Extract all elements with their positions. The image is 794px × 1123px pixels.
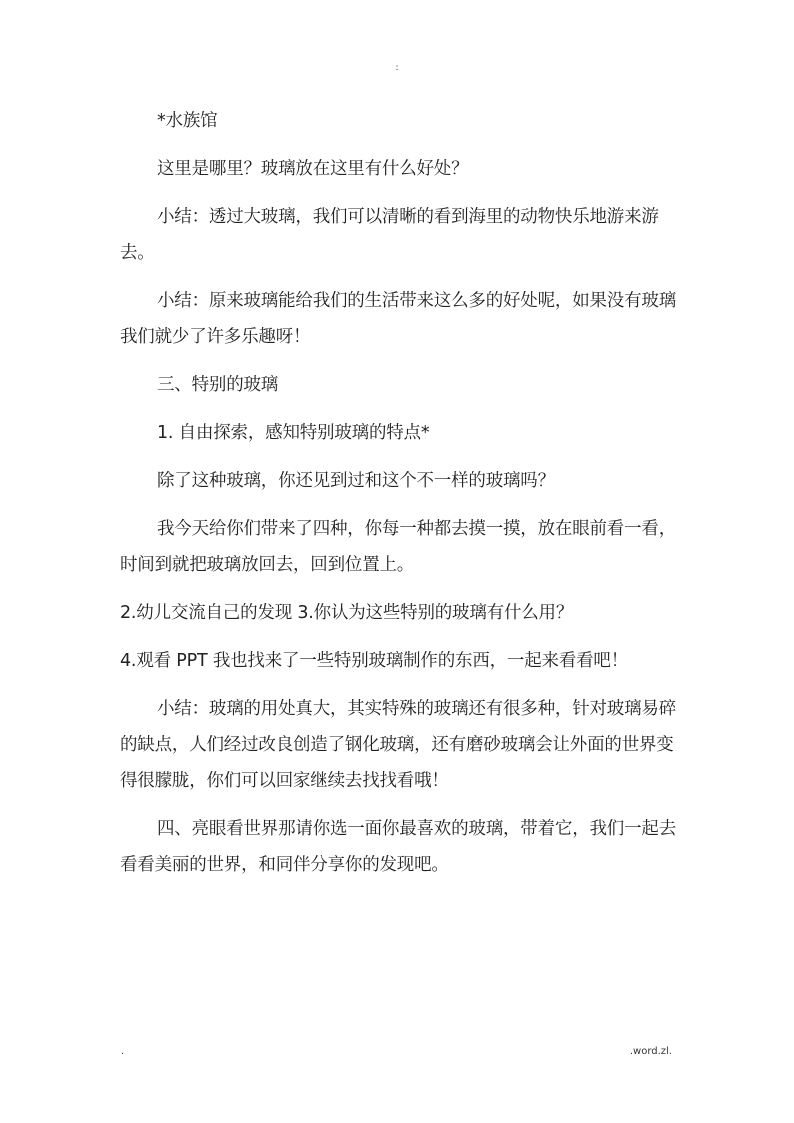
- paragraph-aquarium: *水族馆: [157, 111, 218, 131]
- section-heading-special-glass: 三、特别的玻璃: [157, 375, 279, 395]
- paragraph-step-explore: 1. 自由探索，感知特别玻璃的特点*: [157, 423, 430, 443]
- footer-left-mark: .: [121, 1046, 125, 1057]
- footer-right-text: .word.zl.: [629, 1046, 672, 1057]
- paragraph-summary-uses: 小结：玻璃的用处真大，其实特殊的玻璃还有很多种，针对玻璃易碎的缺点，人们经过改良创造了钢化玻璃，还有磨砂玻璃会让外面的世界变得很朦胧，你们可以回家继续去找找看哦！: [120, 699, 676, 791]
- paragraph-steps-2-3: 2.幼儿交流自己的发现 3.你认为这些特别的玻璃有什么用？: [120, 603, 574, 623]
- document-body: [120, 103, 676, 895]
- section-heading-see-world: 四、亮眼看世界那请你选一面你最喜欢的玻璃，带着它，我们一起去看看美丽的世界，和同伴分享你的发现吧。: [120, 819, 676, 875]
- header-mark: :: [395, 63, 399, 73]
- paragraph-step-4-ppt: 4.观看 PPT 我也找来了一些特别玻璃制作的东西，一起来看看吧！: [120, 651, 629, 671]
- paragraph-summary-benefits: 小结：原来玻璃能给我们的生活带来这么多的好处呢，如果没有玻璃我们就少了许多乐趣呀！: [120, 291, 676, 347]
- paragraph-question-other-glass: 除了这种玻璃，你还见到过和这个不一样的玻璃吗？: [157, 471, 555, 491]
- paragraph-four-kinds: 我今天给你们带来了四种，你每一种都去摸一摸，放在眼前看一看，时间到就把玻璃放回去，回到位置上。: [120, 519, 676, 575]
- paragraph-question-location: 这里是哪里？玻璃放在这里有什么好处？: [157, 159, 469, 179]
- paragraph-summary-sea: 小结：透过大玻璃，我们可以清晰的看到海里的动物快乐地游来游去。: [120, 207, 659, 263]
